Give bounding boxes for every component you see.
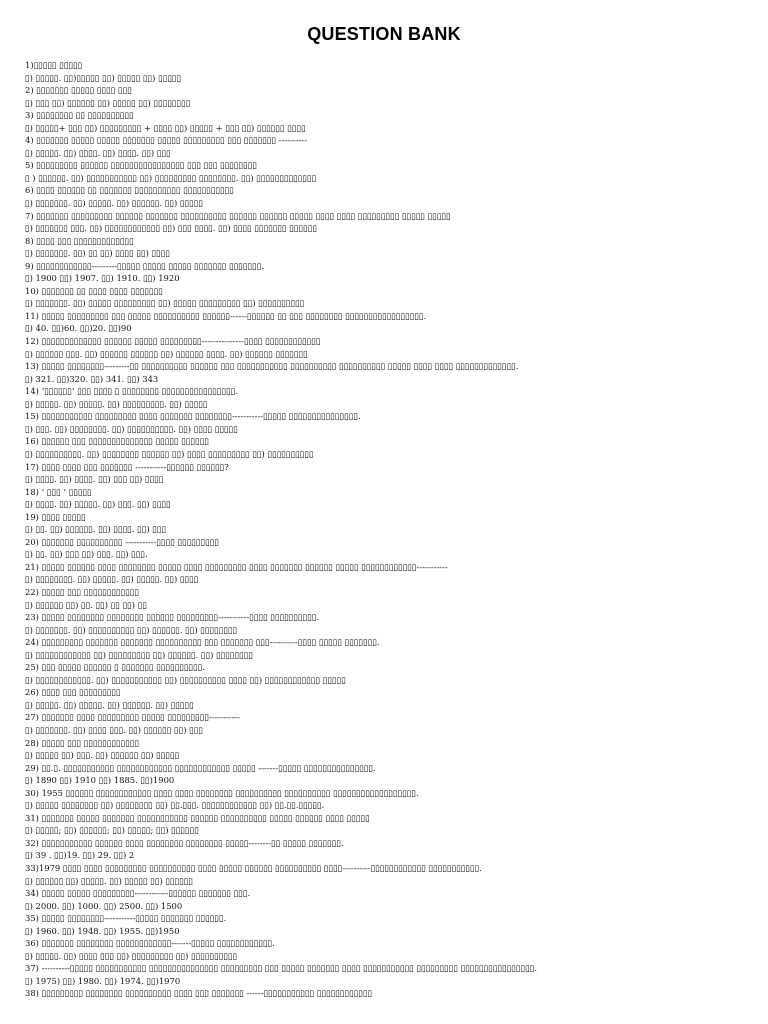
page-title: QUESTION BANK — [307, 24, 461, 44]
options-line: ▯) ▯▯▯▯▯ ▯▯▯▯▯▯▯▯ ▯▯) ▯▯▯▯▯▯▯▯ ▯▯) ▯▯.▯▯▯. ▯▯▯▯▯▯▯▯▯▯▯▯ ▯▯) ▯▯.▯▯.▯▯▯▯▯. — [25, 800, 325, 811]
options-line: ▯) 1890 ▯▯) 1910 ▯▯) 1885. ▯▯)1900 — [25, 775, 175, 786]
question-line: 4) ▯▯▯▯▯▯▯ ▯▯▯▯▯ ▯▯▯▯▯ ▯▯▯▯▯▯▯ ▯▯▯▯▯ ▯▯▯▯▯▯▯▯▯ ▯▯▯ ▯▯▯▯▯▯▯ ---------- — [25, 135, 308, 146]
options-line: ▯) 39 . ▯▯)19. ▯▯) 29. ▯▯) 2 — [25, 850, 135, 861]
options-line: ▯) 1900 ▯▯) 1907. ▯▯) 1910. ▯▯) 1920 — [25, 273, 180, 284]
options-line: ▯ ) ▯▯▯▯▯▯. ▯▯) ▯▯▯▯▯▯▯▯▯▯▯ ▯▯) ▯▯▯▯▯▯▯▯▯ ▯▯▯▯▯▯▯▯. ▯▯) ▯▯▯▯▯▯▯▯▯▯▯▯▯ — [25, 172, 317, 183]
question-list — [25, 59, 750, 1000]
question-line: 36) ▯▯▯▯▯▯▯ ▯▯▯▯▯▯▯▯ ▯▯▯▯▯▯▯▯▯▯▯▯-------▯▯▯▯▯ ▯▯▯▯▯▯▯▯▯▯▯▯. — [25, 938, 275, 949]
options-line: ▯) ▯▯▯▯▯▯▯▯▯▯▯▯ ▯▯) ▯▯▯▯▯▯▯▯▯ ▯▯) ▯▯▯▯▯▯. ▯▯) ▯▯▯▯▯▯▯▯ — [25, 649, 253, 660]
options-line: ▯) 40. ▯▯)60. ▯▯)20. ▯▯)90 — [25, 323, 132, 334]
options-line: ▯) ▯▯▯▯▯. ▯▯) ▯▯▯▯. ▯▯) ▯▯▯▯. ▯▯) ▯▯▯ — [25, 147, 171, 158]
options-line: ▯) 321. ▯▯)320. ▯▯) 341. ▯▯) 343 — [25, 373, 159, 384]
question-line: 12) ▯▯▯▯▯▯▯▯▯▯▯▯▯ ▯▯▯▯▯▯ ▯▯▯▯▯ ▯▯▯▯▯▯▯▯▯---------------▯▯▯▯ ▯▯▯▯▯▯▯▯▯▯▯▯ — [25, 336, 321, 347]
question-line: 20) ▯▯▯▯▯▯▯ ▯▯▯▯▯▯▯▯▯▯ -----------▯▯▯▯ ▯▯▯▯▯▯▯▯▯ — [25, 536, 219, 547]
options-line: ▯) ▯▯▯▯▯▯ ▯▯) ▯▯. ▯▯) ▯▯ ▯▯) ▯▯ — [25, 599, 147, 610]
options-line: ▯) 1975) ▯▯) 1980. ▯▯) 1974. ▯▯)1970 — [25, 975, 181, 986]
options-line: ▯) ▯▯▯▯▯▯▯. ▯▯) ▯▯▯▯▯▯▯▯▯▯ ▯▯) ▯▯▯▯▯▯. ▯▯) ▯▯▯▯▯▯▯▯ — [25, 624, 238, 635]
options-line: ▯) 2000. ▯▯) 1000. ▯▯) 2500. ▯▯) 1500 — [25, 900, 183, 911]
question-line: 18) ‘ ▯▯▯ ’ ▯▯▯▯▯ — [25, 486, 92, 497]
question-line: 32) ▯▯▯▯▯▯▯▯▯▯▯ ▯▯▯▯▯▯ ▯▯▯▯ ▯▯▯▯▯▯▯▯ ▯▯▯▯▯▯▯▯ ▯▯▯▯▯--------▯▯ ▯▯▯▯▯ ▯▯▯▯▯▯▯. — [25, 837, 344, 848]
options-line: ▯) ▯▯▯. ▯▯) ▯▯▯▯▯▯▯▯. ▯▯) ▯▯▯▯▯▯▯▯▯▯. ▯▯) ▯▯▯▯ ▯▯▯▯▯ — [25, 423, 238, 434]
question-line: 35) ▯▯▯▯▯ ▯▯▯▯▯▯▯▯-----------▯▯▯▯▯ ▯▯▯▯▯▯▯ ▯▯▯▯▯▯. — [25, 913, 227, 924]
question-line: 13) ▯▯▯▯▯ ▯▯▯▯▯▯▯▯---------▯▯ ▯▯▯▯▯▯▯▯▯▯ ▯▯▯▯▯▯ ▯▯▯ ▯▯▯▯▯▯▯▯▯▯▯ ▯▯▯▯▯▯▯▯▯▯ ▯▯▯▯▯▯▯▯▯▯ ▯▯▯▯▯ ▯▯▯▯ ▯▯▯▯ ▯▯▯▯▯▯▯▯▯▯▯▯▯. — [25, 361, 519, 372]
question-line: 11) ▯▯▯▯▯ ▯▯▯▯▯▯▯▯▯ ▯▯▯ ▯▯▯▯▯ ▯▯▯▯▯▯▯▯▯▯ ▯▯▯▯▯▯------▯▯▯▯▯▯ ▯▯ ▯▯▯ ▯▯▯▯▯▯▯▯ ▯▯▯▯▯▯▯▯▯▯▯▯▯▯▯▯▯. — [25, 310, 427, 321]
options-line: ▯) ▯▯▯▯▯▯▯▯▯▯▯▯. ▯▯) ▯▯▯▯▯▯▯▯▯▯▯ ▯▯) ▯▯▯▯▯▯▯▯▯▯ ▯▯▯▯ ▯▯) ▯▯▯▯▯▯▯▯▯▯▯▯ ▯▯▯▯▯ — [25, 674, 346, 685]
question-line: 16) ▯▯▯▯▯▯ ▯▯▯ ▯▯▯▯▯▯▯▯▯▯▯▯▯▯ ▯▯▯▯▯ ▯▯▯▯▯▯ — [25, 436, 209, 447]
question-line: 33)1979 ▯▯▯▯ ▯▯▯▯ ▯▯▯▯▯▯▯▯▯ ▯▯▯▯▯▯▯▯▯▯ ▯▯▯▯ ▯▯▯▯▯ ▯▯▯▯▯▯ ▯▯▯▯▯▯▯▯▯▯ ▯▯▯▯----------▯▯▯▯▯▯▯▯▯▯▯▯ ▯▯▯▯▯▯▯▯▯▯▯. — [25, 863, 482, 873]
question-line: 2) ▯▯▯▯▯▯▯ ▯▯▯▯▯ ▯▯▯▯ ▯▯▯ — [25, 85, 132, 96]
question-line: 29) ▯▯.▯. ▯▯▯▯▯▯▯▯▯▯▯ ▯▯▯▯▯▯▯▯▯▯▯▯ ▯▯▯▯▯▯▯▯▯▯▯▯ ▯▯▯▯▯ -------▯▯▯▯▯ ▯▯▯▯▯▯▯▯▯▯▯▯▯▯▯. — [25, 762, 376, 773]
options-line: ▯) ▯▯▯▯▯. ▯▯) ▯▯▯▯▯. ▯▯) ▯▯▯▯▯▯▯▯▯. ▯▯) ▯▯▯▯▯ — [25, 398, 208, 409]
question-line: 25) ▯▯▯ ▯▯▯▯▯ ▯▯▯▯▯▯ ▯ ▯▯▯▯▯▯▯ ▯▯▯▯▯▯▯▯▯▯. — [25, 662, 206, 673]
options-line: ▯) 1960. ▯▯) 1948. ▯▯) 1955. ▯▯)1950 — [25, 925, 180, 936]
question-line: 37) ----------▯▯▯▯▯ ▯▯▯▯▯▯▯▯▯▯▯ ▯▯▯▯▯▯▯▯▯▯▯▯▯▯▯ ▯▯▯▯▯▯▯▯▯ ▯▯▯ ▯▯▯▯▯ ▯▯▯▯▯▯▯ ▯▯▯▯ ▯▯▯▯▯▯▯▯▯▯▯ ▯▯▯▯▯▯▯▯▯ ▯▯▯▯▯▯▯▯▯▯▯▯▯▯▯▯. — [25, 963, 537, 974]
question-line: 5) ▯▯▯▯▯▯▯▯▯ ▯▯▯▯▯▯ ▯▯▯▯▯▯▯▯▯▯▯▯▯▯▯▯ ▯▯▯ ▯▯▯ ▯▯▯▯▯▯▯▯ — [25, 160, 257, 171]
options-line: ▯) ▯▯▯▯▯; ▯▯) ▯▯▯▯▯▯; ▯▯) ▯▯▯▯▯; ▯▯) ▯▯▯▯▯▯ — [25, 825, 199, 836]
question-line: 1)▯▯▯▯▯ ▯▯▯▯▯ — [25, 60, 83, 70]
options-line: ▯) ▯▯▯▯▯▯▯▯. ▯▯) ▯▯▯▯▯. ▯▯) ▯▯▯▯▯. ▯▯) ▯▯▯▯ — [25, 574, 199, 585]
question-line: 19) ▯▯▯▯ ▯▯▯▯▯ — [25, 511, 86, 522]
options-line: ▯) ▯▯▯▯▯▯▯. ▯▯) ▯▯▯▯ ▯▯▯. ▯▯) ▯▯▯▯▯▯ ▯▯) ▯▯▯ — [25, 724, 203, 735]
options-line: ▯) ▯▯▯ ▯▯) ▯▯▯▯▯▯ ▯▯) ▯▯▯▯▯ ▯▯) ▯▯▯▯▯▯▯▯ — [25, 97, 191, 108]
question-line: 23) ▯▯▯▯▯ ▯▯▯▯▯▯▯▯ ▯▯▯▯▯▯▯▯ ▯▯▯▯▯▯ ▯▯▯▯▯▯▯▯▯-----------▯▯▯▯ ▯▯▯▯▯▯▯▯▯▯. — [25, 612, 320, 623]
options-line: ▯) ▯▯▯▯. ▯▯) ▯▯▯▯. ▯▯) ▯▯▯ ▯▯) ▯▯▯▯ — [25, 474, 164, 485]
question-line: 9) ▯▯▯▯▯▯▯▯▯▯▯▯---------▯▯▯▯▯ ▯▯▯▯▯ ▯▯▯▯▯ ▯▯▯▯▯▯▯ ▯▯▯▯▯▯▯. — [25, 260, 264, 271]
question-line: 15) ▯▯▯▯▯▯▯▯▯▯▯ ▯▯▯▯▯▯▯▯▯ ▯▯▯▯ ▯▯▯▯▯▯▯ ▯▯▯▯▯▯▯▯-----------▯▯▯▯▯ ▯▯▯▯▯▯▯▯▯▯▯▯▯▯▯. — [25, 411, 361, 422]
question-line: 22) ▯▯▯▯▯ ▯▯▯ ▯▯▯▯▯▯▯▯▯▯▯▯ — [25, 586, 140, 597]
question-line: 31) ▯▯▯▯▯▯▯ ▯▯▯▯▯ ▯▯▯▯▯▯▯ ▯▯▯▯▯▯▯▯▯▯▯ ▯▯▯▯▯▯ ▯▯▯▯▯▯▯▯▯▯ ▯▯▯▯▯ ▯▯▯▯▯▯ ▯▯▯▯ ▯▯▯▯▯ — [25, 812, 370, 823]
question-line: 8) ▯▯▯▯ ▯▯▯ ▯▯▯▯▯▯▯▯▯▯▯▯▯ — [25, 235, 134, 246]
question-line: 34) ▯▯▯▯▯ ▯▯▯▯▯ ▯▯▯▯▯▯▯▯▯------------▯▯▯▯▯▯ ▯▯▯▯▯▯▯ ▯▯▯. — [25, 888, 251, 899]
question-line: 6) ▯▯▯▯ ▯▯▯▯▯▯ ▯▯ ▯▯▯▯▯▯▯ ▯▯▯▯▯▯▯▯▯▯ ▯▯▯▯▯▯▯▯▯▯▯ — [25, 185, 234, 196]
options-line: ▯) ▯▯▯▯▯▯▯. ▯▯) ▯▯▯▯▯ ▯▯▯▯▯▯▯▯▯ ▯▯) ▯▯▯▯▯ ▯▯▯▯▯▯▯▯▯ ▯▯) ▯▯▯▯▯▯▯▯▯▯ — [25, 298, 305, 309]
question-line: 17) ▯▯▯▯ ▯▯▯▯ ▯▯▯ ▯▯▯▯▯▯▯ -----------▯▯▯▯▯▯ ▯▯▯▯▯▯? — [25, 461, 229, 472]
options-line: ▯) ▯▯. ▯▯) ▯▯▯ ▯▯) ▯▯▯. ▯▯) ▯▯▯. — [25, 549, 148, 560]
options-line: ▯) ▯▯▯▯▯▯▯ ▯▯▯. ▯▯) ▯▯▯▯▯▯▯▯▯▯▯▯ ▯▯) ▯▯▯ ▯▯▯▯. ▯▯) ▯▯▯▯ ▯▯▯▯▯▯▯ ▯▯▯▯▯▯ — [25, 223, 317, 234]
options-line: ▯) ▯▯▯▯▯. ▯▯) ▯▯▯▯▯. ▯▯) ▯▯▯▯▯▯. ▯▯) ▯▯▯▯▯ — [25, 699, 194, 710]
question-line: 21) ▯▯▯▯▯ ▯▯▯▯▯▯ ▯▯▯▯ ▯▯▯▯▯▯▯▯ ▯▯▯▯▯ ▯▯▯▯ ▯▯▯▯▯▯▯▯▯ ▯▯▯▯ ▯▯▯▯▯▯▯ ▯▯▯▯▯▯ ▯▯▯▯▯ ▯▯▯▯▯▯▯▯▯▯▯▯----------- — [25, 561, 448, 572]
options-line: ▯) ▯▯▯▯▯ ▯▯) ▯▯▯. ▯▯) ▯▯▯▯▯▯ ▯▯) ▯▯▯▯▯ — [25, 750, 180, 761]
options-line: ▯) ▯▯▯▯▯▯▯▯▯▯. ▯▯) ▯▯▯▯▯▯▯▯ ▯▯▯▯▯▯ ▯▯) ▯▯▯▯ ▯▯▯▯▯▯▯▯▯ ▯▯) ▯▯▯▯▯▯▯▯▯▯ — [25, 448, 314, 459]
question-line: 26) ▯▯▯▯ ▯▯▯ ▯▯▯▯▯▯▯▯▯ — [25, 687, 121, 698]
question-line: 3) ▯▯▯▯▯▯▯▯ ▯▯ ▯▯▯▯▯▯▯▯▯▯ — [25, 110, 134, 121]
options-line: ▯) ▯▯▯▯▯▯ ▯▯) ▯▯▯▯▯. ▯▯) ▯▯▯▯▯ ▯▯) ▯▯▯▯▯▯ — [25, 875, 194, 886]
question-line: 24) ▯▯▯▯▯▯▯▯▯ ▯▯▯▯▯▯▯ ▯▯▯▯▯▯▯ ▯▯▯▯▯▯▯▯▯▯ ▯▯▯ ▯▯▯▯▯▯▯ ▯▯▯----------▯▯▯▯ ▯▯▯▯▯ ▯▯▯▯▯▯▯. — [25, 637, 380, 648]
options-line: ▯) ▯▯▯▯. ▯▯) ▯▯▯▯▯. ▯▯) ▯▯▯. ▯▯) ▯▯▯▯ — [25, 499, 171, 510]
options-line: ▯) ▯▯▯▯▯. ▯▯)▯▯▯▯▯ ▯▯) ▯▯▯▯▯ ▯▯) ▯▯▯▯▯ — [25, 72, 182, 83]
options-line: ▯) ▯▯. ▯▯) ▯▯▯▯▯▯. ▯▯) ▯▯▯▯. ▯▯) ▯▯▯ — [25, 524, 167, 535]
options-line: ▯) ▯▯▯▯▯. ▯▯) ▯▯▯▯ ▯▯▯ ▯▯) ▯▯▯▯▯▯▯▯▯ ▯▯) ▯▯▯▯▯▯▯▯▯▯ — [25, 950, 238, 961]
question-line: 7) ▯▯▯▯▯▯▯ ▯▯▯▯▯▯▯▯▯ ▯▯▯▯▯▯ ▯▯▯▯▯▯▯ ▯▯▯▯▯▯▯▯▯▯ ▯▯▯▯▯▯ ▯▯▯▯▯▯ ▯▯▯▯▯ ▯▯▯▯ ▯▯▯▯ ▯▯▯▯▯▯▯▯▯ ▯▯▯▯▯ ▯▯▯▯▯ — [25, 210, 451, 221]
question-line: 38) ▯▯▯▯▯▯▯▯▯ ▯▯▯▯▯▯▯▯ ▯▯▯▯▯▯▯▯▯▯ ▯▯▯▯ ▯▯▯ ▯▯▯▯▯▯▯ ------▯▯▯▯▯▯▯▯▯▯▯ ▯▯▯▯▯▯▯▯▯▯▯▯ — [25, 988, 373, 999]
options-line: ▯) ▯▯▯▯▯▯▯. ▯▯) ▯▯▯▯▯. ▯▯) ▯▯▯▯▯▯. ▯▯) ▯▯▯▯▯ — [25, 198, 203, 209]
options-line: ▯) ▯▯▯▯▯▯▯. ▯▯) ▯▯ ▯▯) ▯▯▯▯ ▯▯) ▯▯▯▯ — [25, 248, 170, 259]
question-line: 10) ▯▯▯▯▯▯▯ ▯▯ ▯▯▯▯ ▯▯▯▯ ▯▯▯▯▯▯▯ — [25, 285, 163, 296]
options-line: ▯) ▯▯▯▯▯▯ ▯▯▯. ▯▯) ▯▯▯▯▯▯ ▯▯▯▯▯▯ ▯▯) ▯▯▯▯▯▯ ▯▯▯▯. ▯▯) ▯▯▯▯▯▯ ▯▯▯▯▯▯▯ — [25, 348, 308, 359]
options-line: ▯) ▯▯▯▯▯+ ▯▯▯ ▯▯) ▯▯▯▯▯▯▯▯▯ + ▯▯▯▯ ▯▯) ▯▯▯▯▯ + ▯▯▯ ▯▯) ▯▯▯▯▯▯ ▯▯▯▯ — [25, 122, 306, 133]
question-line: 14) ‘▯▯▯▯▯▯’ ▯▯▯ ▯▯▯▯ ▯ ▯▯▯▯▯▯▯▯ ▯▯▯▯▯▯▯▯▯▯▯▯▯▯▯▯. — [25, 386, 239, 397]
question-line: 28) ▯▯▯▯▯ ▯▯▯ ▯▯▯▯▯▯▯▯▯▯▯▯ — [25, 737, 140, 748]
question-line: 27) ▯▯▯▯▯▯▯ ▯▯▯▯ ▯▯▯▯▯▯▯▯▯ ▯▯▯▯▯ ▯▯▯▯▯▯▯▯▯----------- — [25, 712, 241, 723]
question-line: 30) 1955 ▯▯▯▯▯▯ ▯▯▯▯▯▯▯▯▯▯▯▯ ▯▯▯▯ ▯▯▯▯ ▯▯▯▯▯▯▯▯ ▯▯▯▯▯▯▯▯▯▯ ▯▯▯▯▯▯▯▯▯▯ ▯▯▯▯▯▯▯▯▯▯▯▯▯▯▯▯▯▯. — [25, 787, 419, 798]
